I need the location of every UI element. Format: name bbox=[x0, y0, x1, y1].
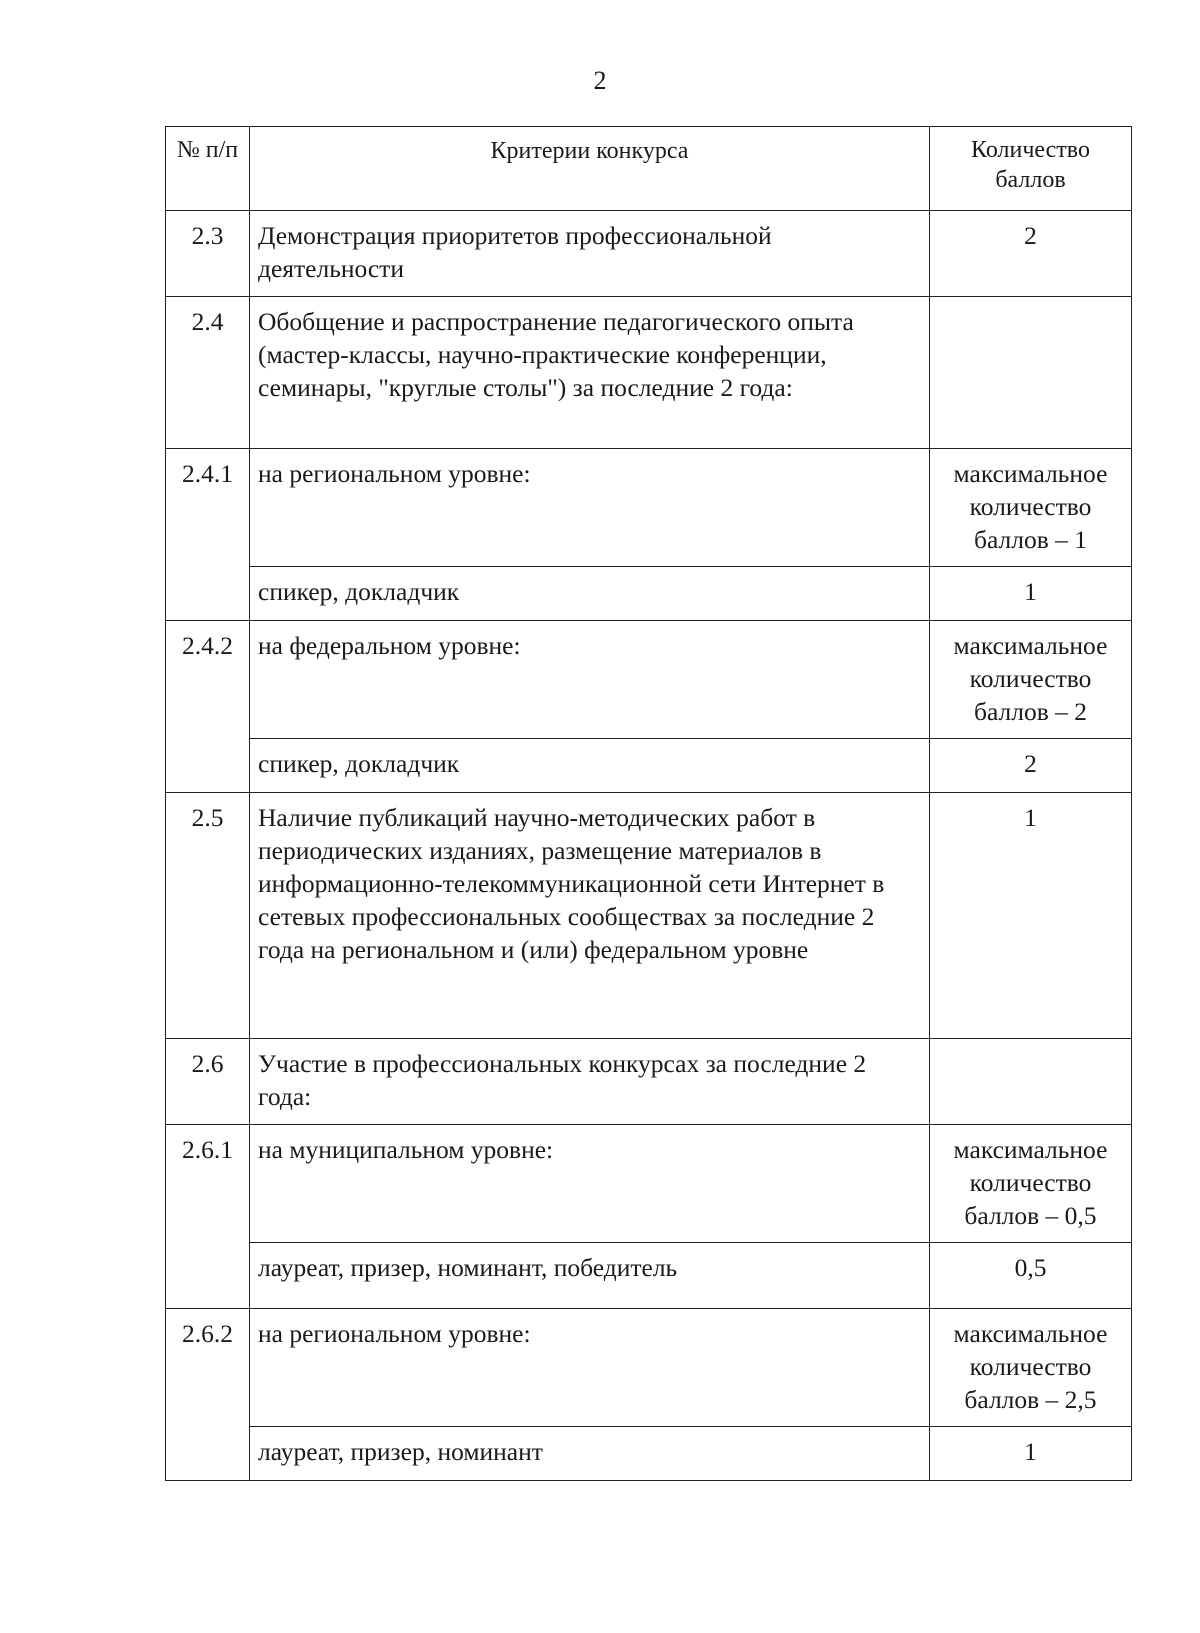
row-criteria: спикер, докладчик bbox=[250, 567, 930, 621]
table-row bbox=[166, 1309, 1132, 1427]
table-row bbox=[166, 1243, 1132, 1309]
row-criteria: Демонстрация приоритетов профессиональной деятельности bbox=[250, 211, 930, 297]
row-points: 1 bbox=[930, 793, 1132, 1039]
table-row bbox=[166, 739, 1132, 793]
row-points: 2 bbox=[930, 739, 1132, 793]
header-criteria: Критерии конкурса bbox=[250, 127, 930, 211]
header-number: № п/п bbox=[166, 127, 250, 211]
table-row bbox=[166, 793, 1132, 1039]
row-points: максимальное количество баллов – 2,5 bbox=[930, 1309, 1132, 1427]
row-number: 2.4.2 bbox=[166, 621, 250, 793]
table-row bbox=[166, 1039, 1132, 1125]
row-number: 2.4 bbox=[166, 297, 250, 449]
table-row bbox=[166, 449, 1132, 567]
table-row bbox=[166, 211, 1132, 297]
table-row bbox=[166, 621, 1132, 739]
row-points bbox=[930, 297, 1132, 449]
row-number: 2.6.1 bbox=[166, 1125, 250, 1309]
row-points: 0,5 bbox=[930, 1243, 1132, 1309]
row-points: максимальное количество баллов – 2 bbox=[930, 621, 1132, 739]
row-points bbox=[930, 1039, 1132, 1125]
row-points: 2 bbox=[930, 211, 1132, 297]
row-points: максимальное количество баллов – 0,5 bbox=[930, 1125, 1132, 1243]
row-criteria: на муниципальном уровне: bbox=[250, 1125, 930, 1243]
table-row bbox=[166, 297, 1132, 449]
row-criteria: лауреат, призер, номинант, победитель bbox=[250, 1243, 930, 1309]
row-points: 1 bbox=[930, 1427, 1132, 1481]
row-number: 2.4.1 bbox=[166, 449, 250, 621]
row-criteria: спикер, докладчик bbox=[250, 739, 930, 793]
row-number: 2.6 bbox=[166, 1039, 250, 1125]
row-number: 2.3 bbox=[166, 211, 250, 297]
page-number: 2 bbox=[593, 66, 607, 95]
row-points: максимальное количество баллов – 1 bbox=[930, 449, 1132, 567]
table-row bbox=[166, 567, 1132, 621]
row-criteria: Наличие публикаций научно-методических работ в периодических изданиях, размещение материалов в информационно-телекоммуникационной сети Интернет в сетевых профессиональных сообществах за последние 2 года на региональном и (или) федеральном уровне bbox=[250, 793, 930, 1039]
table-row bbox=[166, 1427, 1132, 1481]
criteria-table bbox=[165, 126, 1132, 1481]
row-criteria: Участие в профессиональных конкурсах за последние 2 года: bbox=[250, 1039, 930, 1125]
header-points: Количество баллов bbox=[930, 127, 1132, 211]
table-header-row bbox=[166, 127, 1132, 211]
row-number: 2.5 bbox=[166, 793, 250, 1039]
row-criteria: на региональном уровне: bbox=[250, 449, 930, 567]
table-row bbox=[166, 1125, 1132, 1243]
row-criteria: на региональном уровне: bbox=[250, 1309, 930, 1427]
row-criteria: лауреат, призер, номинант bbox=[250, 1427, 930, 1481]
row-criteria: Обобщение и распространение педагогического опыта (мастер-классы, научно-практические конференции, семинары, "круглые столы") за последние 2 года: bbox=[250, 297, 930, 449]
row-number: 2.6.2 bbox=[166, 1309, 250, 1481]
row-points: 1 bbox=[930, 567, 1132, 621]
row-criteria: на федеральном уровне: bbox=[250, 621, 930, 739]
